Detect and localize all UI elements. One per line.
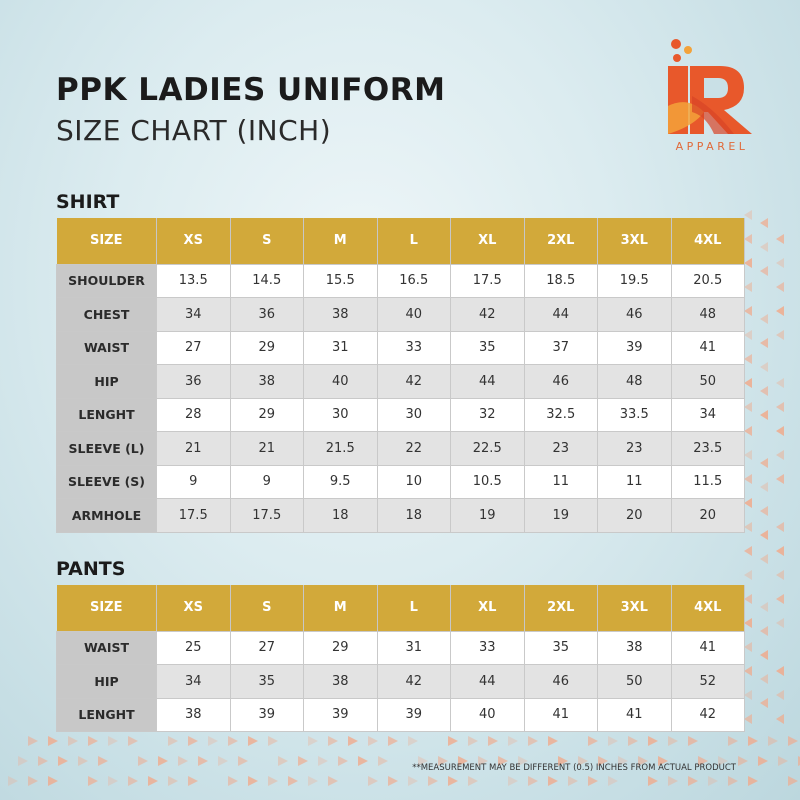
triangle-decoration-icon: [776, 714, 784, 724]
triangle-decoration-icon: [488, 736, 498, 746]
measurement-value: 10.5: [451, 465, 525, 499]
triangle-decoration-icon: [776, 618, 784, 628]
triangle-decoration-icon: [378, 756, 388, 766]
measurement-value: 20: [598, 499, 672, 533]
measurement-value: 21.5: [304, 432, 378, 466]
triangle-decoration-icon: [428, 776, 438, 786]
table-row: [57, 698, 745, 732]
triangle-decoration-icon: [776, 402, 784, 412]
measurement-value: 39: [377, 698, 451, 732]
measurement-value: 30: [377, 398, 451, 432]
size-column-header: 3XL: [598, 218, 672, 264]
measurement-value: 48: [671, 298, 745, 332]
triangle-decoration-icon: [744, 378, 752, 388]
measurement-value: 42: [671, 698, 745, 732]
triangle-decoration-icon: [548, 736, 558, 746]
measurement-value: 40: [451, 698, 525, 732]
size-column-header: S: [230, 218, 304, 264]
table-row: [57, 365, 745, 399]
measurement-value: 40: [377, 298, 451, 332]
triangle-decoration-icon: [744, 570, 752, 580]
size-column-header: L: [377, 218, 451, 264]
measurement-value: 22: [377, 432, 451, 466]
triangle-decoration-icon: [148, 776, 158, 786]
page-subtitle: SIZE CHART (INCH): [56, 114, 332, 147]
measurement-value: 23: [524, 432, 598, 466]
size-column-header: 3XL: [598, 585, 672, 631]
triangle-decoration-icon: [776, 474, 784, 484]
triangle-decoration-icon: [744, 450, 752, 460]
measurement-value: 48: [598, 365, 672, 399]
size-column-header: XL: [451, 218, 525, 264]
triangle-decoration-icon: [760, 242, 768, 252]
triangle-decoration-icon: [78, 756, 88, 766]
measurement-value: 9: [230, 465, 304, 499]
triangle-decoration-icon: [788, 736, 798, 746]
measurement-value: 27: [157, 331, 231, 365]
triangle-decoration-icon: [208, 736, 218, 746]
triangle-decoration-icon: [760, 650, 768, 660]
triangle-decoration-icon: [108, 736, 118, 746]
triangle-decoration-icon: [744, 234, 752, 244]
triangle-decoration-icon: [228, 736, 238, 746]
triangle-decoration-icon: [768, 736, 778, 746]
measurement-value: 31: [304, 331, 378, 365]
triangle-decoration-icon: [268, 736, 278, 746]
triangle-decoration-icon: [776, 282, 784, 292]
measurement-value: 42: [377, 365, 451, 399]
measurement-value: 34: [157, 665, 231, 699]
triangle-decoration-icon: [238, 756, 248, 766]
triangle-decoration-icon: [776, 234, 784, 244]
table-row: [57, 331, 745, 365]
measurement-value: 10: [377, 465, 451, 499]
triangle-decoration-icon: [760, 362, 768, 372]
triangle-decoration-icon: [8, 776, 18, 786]
triangle-decoration-icon: [776, 690, 784, 700]
measurement-label: CHEST: [57, 298, 157, 332]
triangle-decoration-icon: [760, 314, 768, 324]
measurement-value: 9: [157, 465, 231, 499]
triangle-decoration-icon: [318, 756, 328, 766]
triangle-decoration-icon: [58, 756, 68, 766]
triangle-decoration-icon: [760, 698, 768, 708]
triangle-decoration-icon: [408, 736, 418, 746]
triangle-decoration-icon: [760, 506, 768, 516]
measurement-value: 38: [304, 665, 378, 699]
measurement-value: 50: [598, 665, 672, 699]
triangle-decoration-icon: [248, 736, 258, 746]
measurement-value: 32: [451, 398, 525, 432]
triangle-decoration-icon: [468, 776, 478, 786]
triangle-decoration-icon: [744, 258, 752, 268]
triangle-decoration-icon: [568, 776, 578, 786]
triangle-decoration-icon: [138, 756, 148, 766]
triangle-decoration-icon: [588, 776, 598, 786]
measurement-value: 44: [451, 665, 525, 699]
measurement-value: 28: [157, 398, 231, 432]
triangle-decoration-icon: [628, 736, 638, 746]
triangle-decoration-icon: [760, 626, 768, 636]
triangle-decoration-icon: [744, 282, 752, 292]
triangle-decoration-icon: [368, 776, 378, 786]
measurement-value: 41: [598, 698, 672, 732]
measurement-label: HIP: [57, 365, 157, 399]
measurement-value: 21: [230, 432, 304, 466]
table-row: [57, 665, 745, 699]
triangle-decoration-icon: [744, 210, 752, 220]
measurement-value: 46: [524, 665, 598, 699]
measurement-value: 38: [598, 631, 672, 665]
table-header-row: [57, 218, 745, 264]
triangle-decoration-icon: [288, 776, 298, 786]
triangle-decoration-icon: [776, 546, 784, 556]
triangle-decoration-icon: [760, 338, 768, 348]
table-row: [57, 631, 745, 665]
triangle-decoration-icon: [308, 776, 318, 786]
triangle-decoration-icon: [268, 776, 278, 786]
measurement-value: 39: [598, 331, 672, 365]
measurement-label: LENGHT: [57, 398, 157, 432]
triangle-decoration-icon: [760, 410, 768, 420]
triangle-decoration-icon: [588, 736, 598, 746]
triangle-decoration-icon: [760, 386, 768, 396]
triangle-decoration-icon: [18, 756, 28, 766]
triangle-decoration-icon: [88, 776, 98, 786]
triangle-decoration-icon: [728, 736, 738, 746]
measurement-value: 17.5: [451, 264, 525, 298]
measurement-value: 11.5: [671, 465, 745, 499]
size-column-header: 4XL: [671, 585, 745, 631]
triangle-decoration-icon: [298, 756, 308, 766]
measurement-value: 17.5: [157, 499, 231, 533]
triangle-decoration-icon: [48, 776, 58, 786]
triangle-decoration-icon: [668, 736, 678, 746]
triangle-decoration-icon: [778, 756, 788, 766]
size-header: SIZE: [57, 585, 157, 631]
measurement-value: 20.5: [671, 264, 745, 298]
triangle-decoration-icon: [776, 570, 784, 580]
measurement-value: 9.5: [304, 465, 378, 499]
measurement-value: 35: [230, 665, 304, 699]
triangle-decoration-icon: [508, 736, 518, 746]
measurement-value: 30: [304, 398, 378, 432]
triangle-decoration-icon: [128, 776, 138, 786]
triangle-decoration-icon: [776, 450, 784, 460]
measurement-value: 18.5: [524, 264, 598, 298]
measurement-value: 19: [451, 499, 525, 533]
triangle-decoration-icon: [158, 756, 168, 766]
decorative-triangles-right: [744, 200, 800, 760]
triangle-decoration-icon: [168, 776, 178, 786]
triangle-decoration-icon: [218, 756, 228, 766]
triangle-decoration-icon: [548, 776, 558, 786]
measurement-value: 21: [157, 432, 231, 466]
measurement-value: 14.5: [230, 264, 304, 298]
triangle-decoration-icon: [708, 776, 718, 786]
triangle-decoration-icon: [608, 776, 618, 786]
triangle-decoration-icon: [776, 258, 784, 268]
triangle-decoration-icon: [760, 554, 768, 564]
size-column-header: 4XL: [671, 218, 745, 264]
shirt-size-table: [56, 218, 745, 533]
triangle-decoration-icon: [744, 330, 752, 340]
triangle-decoration-icon: [338, 756, 348, 766]
triangle-decoration-icon: [28, 776, 38, 786]
size-column-header: XL: [451, 585, 525, 631]
triangle-decoration-icon: [760, 530, 768, 540]
triangle-decoration-icon: [668, 776, 678, 786]
triangle-decoration-icon: [744, 474, 752, 484]
triangle-decoration-icon: [108, 776, 118, 786]
triangle-decoration-icon: [744, 666, 752, 676]
measurement-value: 33.5: [598, 398, 672, 432]
measurement-label: HIP: [57, 665, 157, 699]
table-row: [57, 432, 745, 466]
triangle-decoration-icon: [744, 546, 752, 556]
triangle-decoration-icon: [188, 776, 198, 786]
triangle-decoration-icon: [744, 642, 752, 652]
triangle-decoration-icon: [748, 736, 758, 746]
triangle-decoration-icon: [688, 736, 698, 746]
measurement-value: 50: [671, 365, 745, 399]
triangle-decoration-icon: [744, 306, 752, 316]
measurement-value: 27: [230, 631, 304, 665]
measurement-label: WAIST: [57, 631, 157, 665]
logo-mark-icon: [664, 36, 760, 140]
measurement-value: 13.5: [157, 264, 231, 298]
measurement-value: 46: [524, 365, 598, 399]
measurement-label: LENGHT: [57, 698, 157, 732]
triangle-decoration-icon: [776, 666, 784, 676]
table-header-row: [57, 585, 745, 631]
measurement-label: SLEEVE (S): [57, 465, 157, 499]
measurement-label: SHOULDER: [57, 264, 157, 298]
triangle-decoration-icon: [760, 458, 768, 468]
measurement-value: 11: [598, 465, 672, 499]
triangle-decoration-icon: [776, 306, 784, 316]
triangle-decoration-icon: [98, 756, 108, 766]
triangle-decoration-icon: [168, 736, 178, 746]
size-column-header: 2XL: [524, 218, 598, 264]
triangle-decoration-icon: [760, 482, 768, 492]
triangle-decoration-icon: [744, 426, 752, 436]
size-column-header: M: [304, 585, 378, 631]
measurement-value: 34: [157, 298, 231, 332]
triangle-decoration-icon: [776, 426, 784, 436]
size-column-header: XS: [157, 218, 231, 264]
pants-section-title: PANTS: [56, 558, 126, 580]
triangle-decoration-icon: [744, 618, 752, 628]
triangle-decoration-icon: [760, 266, 768, 276]
measurement-value: 23: [598, 432, 672, 466]
triangle-decoration-icon: [358, 756, 368, 766]
measurement-value: 39: [304, 698, 378, 732]
table-row: [57, 499, 745, 533]
size-header: SIZE: [57, 218, 157, 264]
measurement-value: 41: [671, 631, 745, 665]
measurement-value: 29: [230, 398, 304, 432]
measurement-value: 19: [524, 499, 598, 533]
triangle-decoration-icon: [248, 776, 258, 786]
measurement-footnote: **MEASUREMENT MAY BE DIFFERENT (0.5) INCHES FROM ACTUAL PRODUCT: [412, 763, 736, 773]
measurement-value: 33: [451, 631, 525, 665]
triangle-decoration-icon: [228, 776, 238, 786]
triangle-decoration-icon: [744, 354, 752, 364]
triangle-decoration-icon: [88, 736, 98, 746]
triangle-decoration-icon: [508, 776, 518, 786]
triangle-decoration-icon: [348, 736, 358, 746]
brand-name: APPAREL: [675, 140, 749, 153]
triangle-decoration-icon: [744, 594, 752, 604]
table-row: [57, 398, 745, 432]
triangle-decoration-icon: [608, 736, 618, 746]
triangle-decoration-icon: [648, 736, 658, 746]
triangle-decoration-icon: [448, 736, 458, 746]
measurement-value: 42: [377, 665, 451, 699]
triangle-decoration-icon: [188, 736, 198, 746]
measurement-value: 36: [157, 365, 231, 399]
measurement-value: 18: [304, 499, 378, 533]
measurement-value: 32.5: [524, 398, 598, 432]
measurement-value: 46: [598, 298, 672, 332]
measurement-value: 34: [671, 398, 745, 432]
triangle-decoration-icon: [128, 736, 138, 746]
measurement-value: 33: [377, 331, 451, 365]
triangle-decoration-icon: [776, 594, 784, 604]
triangle-decoration-icon: [68, 736, 78, 746]
triangle-decoration-icon: [388, 736, 398, 746]
triangle-decoration-icon: [788, 776, 798, 786]
triangle-decoration-icon: [776, 330, 784, 340]
triangle-decoration-icon: [38, 756, 48, 766]
triangle-decoration-icon: [760, 602, 768, 612]
measurement-value: 35: [524, 631, 598, 665]
measurement-value: 44: [451, 365, 525, 399]
triangle-decoration-icon: [688, 776, 698, 786]
measurement-value: 37: [524, 331, 598, 365]
triangle-decoration-icon: [448, 776, 458, 786]
triangle-decoration-icon: [776, 522, 784, 532]
measurement-value: 29: [304, 631, 378, 665]
measurement-value: 38: [230, 365, 304, 399]
measurement-value: 11: [524, 465, 598, 499]
triangle-decoration-icon: [760, 218, 768, 228]
measurement-value: 38: [157, 698, 231, 732]
triangle-decoration-icon: [28, 736, 38, 746]
triangle-decoration-icon: [408, 776, 418, 786]
measurement-label: WAIST: [57, 331, 157, 365]
measurement-value: 38: [304, 298, 378, 332]
table-row: [57, 264, 745, 298]
triangle-decoration-icon: [528, 776, 538, 786]
measurement-value: 17.5: [230, 499, 304, 533]
measurement-value: 39: [230, 698, 304, 732]
triangle-decoration-icon: [198, 756, 208, 766]
triangle-decoration-icon: [760, 674, 768, 684]
triangle-decoration-icon: [368, 736, 378, 746]
pants-size-table: [56, 585, 745, 732]
size-column-header: L: [377, 585, 451, 631]
measurement-value: 22.5: [451, 432, 525, 466]
measurement-label: SLEEVE (L): [57, 432, 157, 466]
size-column-header: S: [230, 585, 304, 631]
measurement-value: 29: [230, 331, 304, 365]
measurement-value: 23.5: [671, 432, 745, 466]
triangle-decoration-icon: [328, 776, 338, 786]
triangle-decoration-icon: [744, 522, 752, 532]
triangle-decoration-icon: [178, 756, 188, 766]
triangle-decoration-icon: [748, 776, 758, 786]
measurement-value: 35: [451, 331, 525, 365]
size-column-header: 2XL: [524, 585, 598, 631]
measurement-value: 41: [671, 331, 745, 365]
triangle-decoration-icon: [388, 776, 398, 786]
measurement-value: 44: [524, 298, 598, 332]
triangle-decoration-icon: [744, 714, 752, 724]
measurement-value: 19.5: [598, 264, 672, 298]
measurement-value: 16.5: [377, 264, 451, 298]
triangle-decoration-icon: [528, 736, 538, 746]
measurement-value: 31: [377, 631, 451, 665]
size-column-header: M: [304, 218, 378, 264]
measurement-value: 42: [451, 298, 525, 332]
measurement-value: 20: [671, 499, 745, 533]
measurement-value: 40: [304, 365, 378, 399]
size-column-header: XS: [157, 585, 231, 631]
measurement-value: 18: [377, 499, 451, 533]
triangle-decoration-icon: [278, 756, 288, 766]
triangle-decoration-icon: [648, 776, 658, 786]
shirt-section-title: SHIRT: [56, 191, 120, 213]
page-title: PPK LADIES UNIFORM: [56, 72, 446, 108]
triangle-decoration-icon: [744, 498, 752, 508]
brand-logo: [664, 36, 760, 160]
measurement-value: 36: [230, 298, 304, 332]
triangle-decoration-icon: [776, 378, 784, 388]
measurement-value: 15.5: [304, 264, 378, 298]
measurement-value: 25: [157, 631, 231, 665]
triangle-decoration-icon: [728, 776, 738, 786]
triangle-decoration-icon: [468, 736, 478, 746]
triangle-decoration-icon: [738, 756, 748, 766]
triangle-decoration-icon: [758, 756, 768, 766]
triangle-decoration-icon: [744, 690, 752, 700]
measurement-value: 41: [524, 698, 598, 732]
triangle-decoration-icon: [308, 736, 318, 746]
table-row: [57, 465, 745, 499]
measurement-value: 52: [671, 665, 745, 699]
triangle-decoration-icon: [744, 402, 752, 412]
triangle-decoration-icon: [328, 736, 338, 746]
measurement-label: ARMHOLE: [57, 499, 157, 533]
triangle-decoration-icon: [48, 736, 58, 746]
table-row: [57, 298, 745, 332]
